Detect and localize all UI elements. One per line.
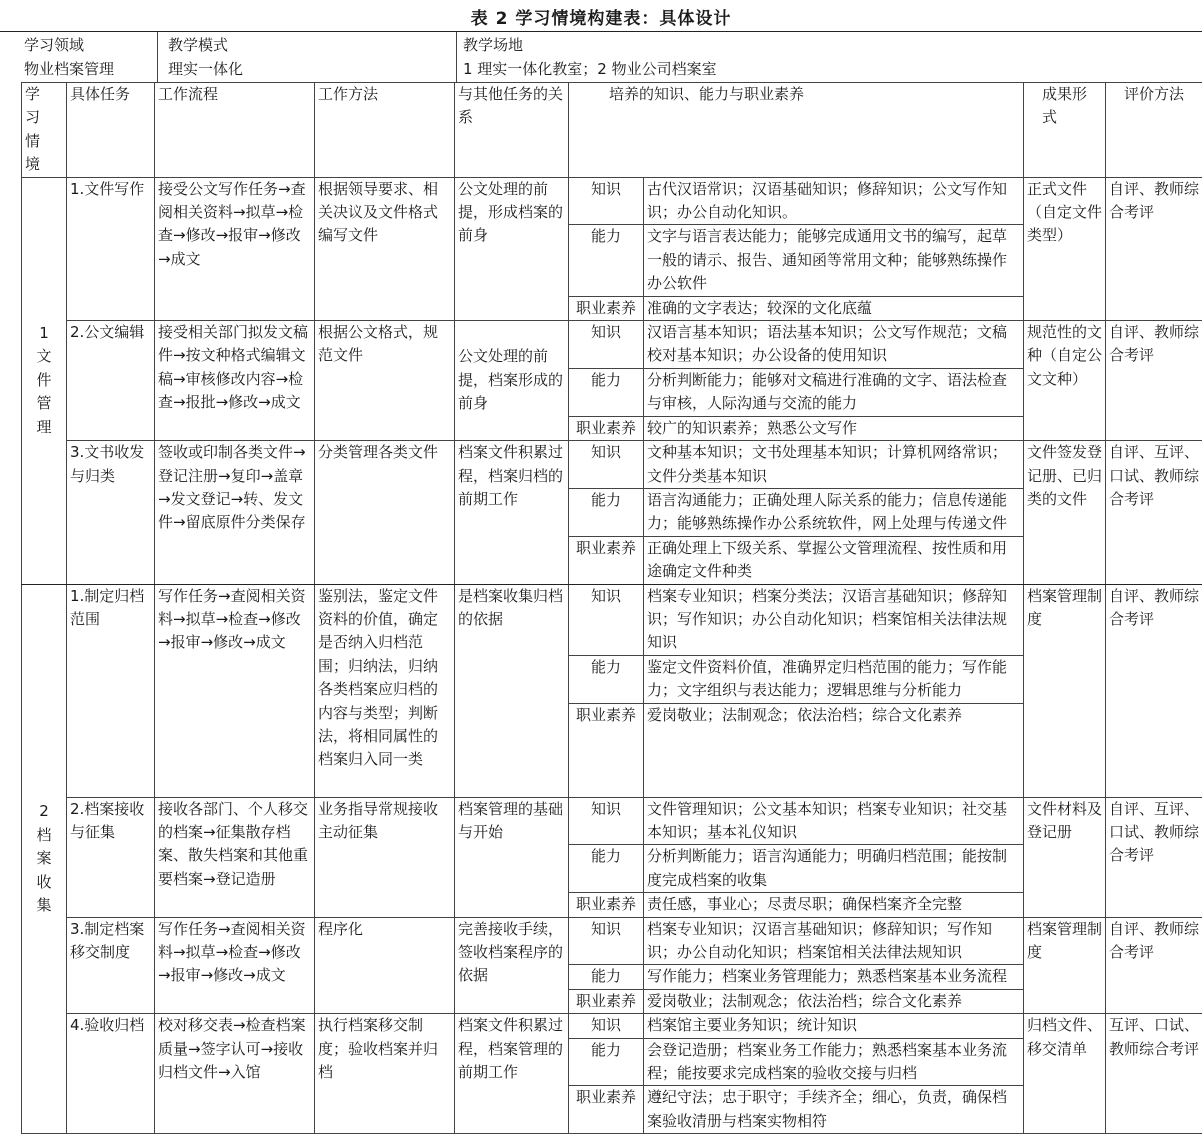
task-outcome: 文件材料及登记册 [1024,797,1106,917]
table-row [22,1014,1202,1038]
task-quality: 爱岗敬业；法制观念；依法治档；综合文化素养 [644,989,1024,1013]
task-knowledge: 汉语言基本知识；语法基本知识；公文写作规范；文稿校对基本知识；办公设备的使用知识 [644,321,1024,369]
task-ability: 分析判断能力；语言沟通能力；明确归档范围；能按制度完成档案的收集 [644,845,1024,893]
task-method: 根据公文格式，规范文件 [315,321,455,441]
header-flow: 工作流程 [155,83,315,178]
task-relation: 档案文件积累过程，档案归档的前期工作 [455,441,569,584]
task-quality: 责任感，事业心；尽责尽职；确保档案齐全完整 [644,893,1024,917]
kind-quality: 职业素养 [569,989,644,1013]
task-name: 3.文书收发与归类 [67,441,155,584]
table-row [22,177,1202,225]
task-outcome: 规范性的文种（自定公文文种） [1024,321,1106,441]
task-flow: 接收各部门、个人移交的档案→征集散存档案、散失档案和其他重要档案→登记造册 [155,797,315,917]
kind-ability: 能力 [569,225,644,296]
header-training: 培养的知识、能力与职业素养 [569,83,1024,178]
kind-ability: 能力 [569,1038,644,1086]
venue-value: 1 理实一体化教室；2 物业公司档案室 [463,57,1163,81]
task-flow: 写作任务→查阅相关资料→拟草→检查→修改→报审→修改→成文 [155,584,315,797]
task-method: 根据领导要求、相关决议及文件格式编写文件 [315,177,455,320]
kind-quality: 职业素养 [569,893,644,917]
task-method: 分类管理各类文件 [315,441,455,584]
task-outcome: 归档文件、移交清单 [1024,1014,1106,1134]
kind-ability: 能力 [569,965,644,989]
kind-quality: 职业素养 [569,536,644,584]
task-knowledge: 古代汉语常识；汉语基础知识；修辞知识；公文写作知识；办公自动化知识。 [644,177,1024,225]
task-outcome: 文件签发登记册、已归类的文件 [1024,441,1106,584]
task-evaluation: 自评、教师综合考评 [1106,917,1202,1014]
task-quality: 正确处理上下级关系、掌握公文管理流程、按性质和用途确定文件种类 [644,536,1024,584]
mode-label: 教学模式 [168,33,448,57]
venue-label: 教学场地 [463,33,1163,57]
task-relation: 公文处理的前提，形成档案的前身 [455,177,569,320]
task-evaluation: 互评、口试、教师综合考评 [1106,1014,1202,1134]
task-relation: 完善接收手续，签收档案程序的依据 [455,917,569,1014]
divider [456,32,457,82]
task-name: 1.文件写作 [67,177,155,320]
header-task: 具体任务 [67,83,155,178]
kind-quality: 职业素养 [569,416,644,440]
task-flow: 接受公文写作任务→查阅相关资料→拟草→检查→修改→报审→修改→成文 [155,177,315,320]
kind-knowledge: 知识 [569,584,644,655]
header-evaluation: 评价方法 [1106,83,1202,178]
kind-quality: 职业素养 [569,1086,644,1134]
table-row [22,321,1202,369]
kind-quality: 职业素养 [569,296,644,320]
kind-knowledge: 知识 [569,177,644,225]
task-evaluation: 自评、教师综合考评 [1106,321,1202,441]
venue-cell [463,32,1163,83]
task-evaluation: 自评、互评、口试、教师综合考评 [1106,441,1202,584]
task-flow: 签收或印制各类文件→登记注册→复印→盖章→发文登记→转、发文件→留底原件分类保存 [155,441,315,584]
task-flow: 校对移交表→检查档案质量→签字认可→接收归档文件→入馆 [155,1014,315,1134]
task-knowledge: 文种基本知识；文书处理基本知识；计算机网络常识；文件分类基本知识 [644,441,1024,489]
header-row [22,83,1202,178]
task-method: 鉴别法，鉴定文件资料的价值，确定是否纳入归档范围；归纳法，归纳各类档案应归档的内容与类型；判断法，将相同属性的档案归入同一类 [315,584,455,797]
mode-cell [168,32,448,83]
task-evaluation: 自评、互评、口试、教师综合考评 [1106,797,1202,917]
task-outcome: 档案管理制度 [1024,917,1106,1014]
task-ability: 分析判断能力；能够对文稿进行准确的文字、语法检查与审核，人际沟通与交流的能力 [644,368,1024,416]
info-row [0,32,1202,82]
divider [157,32,158,82]
header-relation: 与其他任务的关系 [455,83,569,178]
kind-ability: 能力 [569,488,644,536]
task-relation: 档案管理的基础与开始 [455,797,569,917]
table-row [22,917,1202,965]
kind-knowledge: 知识 [569,321,644,369]
domain-cell [24,32,159,83]
table-row [22,797,1202,845]
task-knowledge: 档案馆主要业务知识；统计知识 [644,1014,1024,1038]
task-knowledge: 档案专业知识；汉语言基础知识；修辞知识；写作知识；办公自动化知识；档案馆相关法律法规知识 [644,917,1024,965]
task-name: 2.公文编辑 [67,321,155,441]
kind-ability: 能力 [569,655,644,703]
kind-knowledge: 知识 [569,917,644,965]
situation-cell [22,177,67,584]
kind-ability: 能力 [569,368,644,416]
task-ability: 写作能力；档案业务管理能力；熟悉档案基本业务流程 [644,965,1024,989]
task-method: 执行档案移交制度；验收档案并归档 [315,1014,455,1134]
table-row [22,584,1202,655]
task-name: 4.验收归档 [67,1014,155,1134]
mode-value: 理实一体化 [168,57,448,81]
situation-name: 1文件管理 [37,322,52,439]
table-row [22,441,1202,489]
header-outcome: 成果形式 [1024,83,1106,178]
table-title: 表 2 学习情境构建表：具体设计 [0,4,1202,30]
kind-knowledge: 知识 [569,797,644,845]
situation-cell [22,584,67,1134]
task-outcome: 档案管理制度 [1024,584,1106,797]
task-quality: 准确的文字表达；较深的文化底蕴 [644,296,1024,320]
task-flow: 接受相关部门拟发文稿件→按文种格式编辑文稿→审核修改内容→检查→报批→修改→成文 [155,321,315,441]
task-ability: 文字与语言表达能力；能够完成通用文书的编写，起草一般的请示、报告、通知函等常用文种；能够熟练操作办公软件 [644,225,1024,296]
task-name: 3.制定档案移交制度 [67,917,155,1014]
header-situation: 学习情境 [22,83,67,178]
kind-knowledge: 知识 [569,1014,644,1038]
task-ability: 会登记造册；档案业务工作能力；熟悉档案基本业务流程；能按要求完成档案的验收交接与归档 [644,1038,1024,1086]
task-name: 2.档案接收与征集 [67,797,155,917]
task-quality: 遵纪守法；忠于职守；手续齐全；细心，负责，确保档案验收清册与档案实物相符 [644,1086,1024,1134]
task-relation: 公文处理的前提，档案形成的前身 [455,321,569,441]
task-ability: 鉴定文件资料价值，准确界定归档范围的能力；写作能力；文字组织与表达能力；逻辑思维与分析能力 [644,655,1024,703]
task-relation: 是档案收集归档的依据 [455,584,569,797]
task-flow: 写作任务→查阅相关资料→拟草→检查→修改→报审→修改→成文 [155,917,315,1014]
situation-name: 2档案收集 [37,800,52,917]
task-evaluation: 自评、教师综合考评 [1106,177,1202,320]
task-quality: 较广的知识素养；熟悉公文写作 [644,416,1024,440]
kind-knowledge: 知识 [569,441,644,489]
domain-label: 学习领域 [24,33,159,57]
task-method: 业务指导常规接收主动征集 [315,797,455,917]
design-table [21,82,1202,1134]
task-outcome: 正式文件（自定文件类型） [1024,177,1106,320]
task-knowledge: 文件管理知识；公文基本知识；档案专业知识；社交基本知识；基本礼仪知识 [644,797,1024,845]
task-knowledge: 档案专业知识；档案分类法；汉语言基础知识；修辞知识；写作知识；办公自动化知识；档案馆相关法律法规知识 [644,584,1024,655]
header-method: 工作方法 [315,83,455,178]
task-quality: 爱岗敬业；法制观念；依法治档；综合文化素养 [644,703,1024,797]
task-relation: 档案文件积累过程，档案管理的前期工作 [455,1014,569,1134]
task-name: 1.制定归档范围 [67,584,155,797]
kind-quality: 职业素养 [569,703,644,797]
task-method: 程序化 [315,917,455,1014]
task-ability: 语言沟通能力；正确处理人际关系的能力；信息传递能力；能够熟练操作办公系统软件，网上处理与传递文件 [644,488,1024,536]
kind-ability: 能力 [569,845,644,893]
task-evaluation: 自评、教师综合考评 [1106,584,1202,797]
domain-value: 物业档案管理 [24,57,159,81]
